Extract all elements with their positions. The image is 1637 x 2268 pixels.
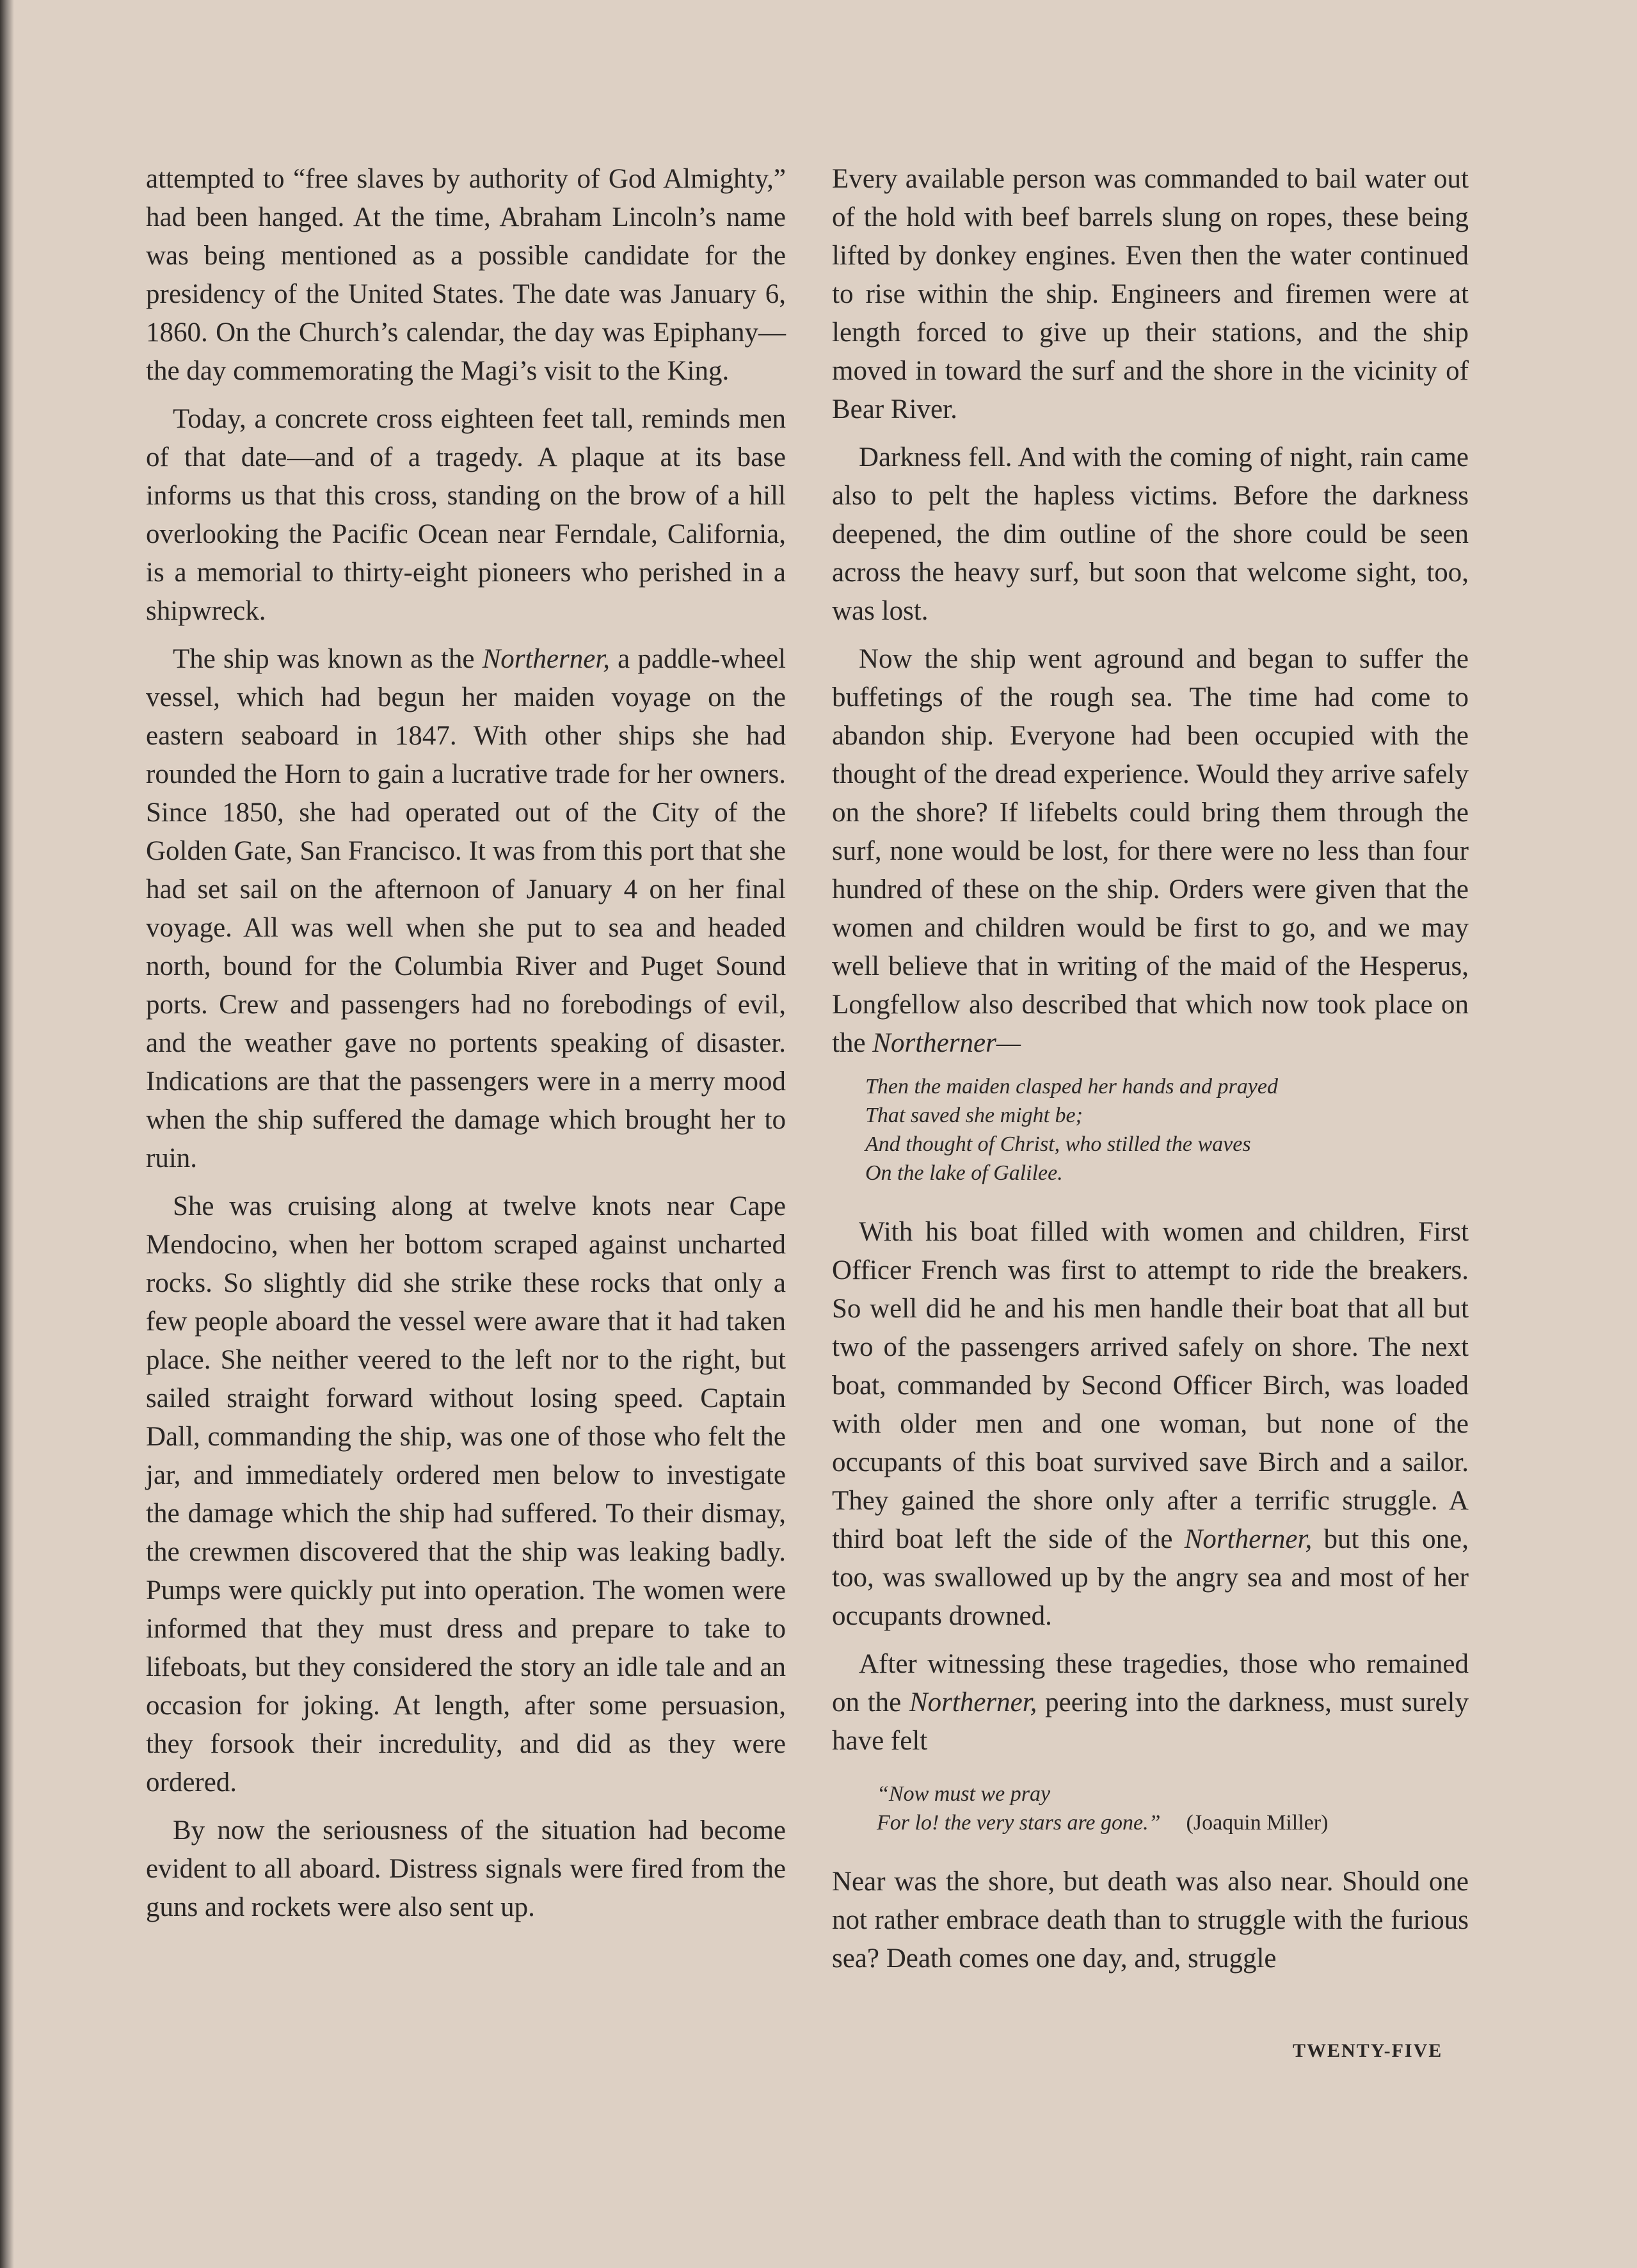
- left-paragraph-1: attempted to “free slaves by authority of God Almighty,” had been hanged. At the time, Abraham Lincoln’s name was being mentioned as a possible candidate for the presidency of the United States. The date was January 6, 1860. On the Church’s calendar, the day was Epiphany—the day commemorating the Magi’s visit to the King.: [146, 164, 786, 386]
- right-paragraph-1: Every available person was commanded to bail water out of the hold with beef barrels slung on ropes, these being lifted by donkey engines. Even then the water continued to rise within the ship. Engineers and firemen were at length forced to give up their stations, and the ship moved in toward the surf and the shore in the vicinity of Bear River.: [832, 164, 1469, 424]
- verse-quote-miller: [877, 1780, 1469, 1837]
- ship-name: Northerner—: [872, 1028, 1021, 1058]
- ship-name: Northerner,: [1184, 1524, 1313, 1554]
- verse-line: And thought of Christ, who stilled the waves: [865, 1132, 1251, 1156]
- left-column: [146, 160, 786, 1936]
- verse-attribution: (Joaquin Miller): [1186, 1811, 1329, 1835]
- verse-quote-longfellow: [865, 1072, 1469, 1187]
- page-number: TWENTY-FIVE: [1293, 2040, 1443, 2061]
- left-paragraph-4: She was cruising along at twelve knots near Cape Mendocino, when her bottom scraped against uncharted rocks. So slightly did she strike these rocks that only a few people aboard the vessel were aware that it had taken place. She neither veered to the left nor to the right, but sailed straight forward without losing speed. Captain Dall, commanding the ship, was one of those who felt the jar, and immediately ordered men below to investigate the damage which the ship had suffered. To their dismay, the crewmen discovered that the ship was leaking badly. Pumps were quickly put into operation. The women were informed that they must dress and prepare to take to lifeboats, but they considered the story an idle tale and an occasion for joking. At length, after some persuasion, they forsook their incredulity, and did as they were ordered.: [146, 1191, 786, 1798]
- right-paragraph-5: After witnessing these tragedies, those who remained on the Northerner, peering into the darkness, must surely have felt: [832, 1649, 1469, 1756]
- page-binding-edge: [0, 0, 14, 2268]
- ship-name: Northerner,: [909, 1687, 1037, 1717]
- right-paragraph-6: Near was the shore, but death was also near. Should one not rather embrace death than to struggle with the furious sea? Death comes one day, and, struggle: [832, 1867, 1469, 1974]
- verse-line: “Now must we pray: [877, 1782, 1051, 1806]
- left-paragraph-3: The ship was known as the Northerner, a paddle-wheel vessel, which had begun her maiden voyage on the eastern seaboard in 1847. With other ships she had rounded the Horn to gain a lucrative trade for her owners. Since 1850, she had operated out of the City of the Golden Gate, San Francisco. It was from this port that she had set sail on the afternoon of January 4 on her final voyage. All was well when she put to sea and headed north, bound for the Columbia River and Puget Sound ports. Crew and passengers had no forebodings of evil, and the weather gave no portents speaking of disaster. Indications are that the passengers were in a merry mood when the ship suffered the damage which brought her to ruin.: [146, 644, 786, 1173]
- left-paragraph-2: Today, a concrete cross eighteen feet tall, reminds men of that date—and of a tragedy. A plaque at its base informs us that this cross, standing on the brow of a hill overlooking the Pacific Ocean near Ferndale, California, is a memorial to thirty-eight pioneers who perished in a shipwreck.: [146, 404, 786, 626]
- right-paragraph-3: Now the ship went aground and began to suffer the buffetings of the rough sea. The time had come to abandon ship. Everyone had been occupied with the thought of the dread experience. Would they arrive safely on the shore? If lifebelts could bring them through the surf, none would be lost, for there were no less than four hundred of these on the ship. Orders were given that the women and children would be first to go, and we may well believe that in writing of the maid of the Hesperus, Longfellow also described that which now took place on the Northerner—: [832, 644, 1469, 1058]
- right-paragraph-4: With his boat filled with women and children, First Officer French was first to attempt to ride the breakers. So well did he and his men handle their boat that all but two of the passengers arrived safely on shore. The next boat, commanded by Second Officer Birch, was loaded with older men and one woman, but none of the occupants of this boat survived save Birch and a sailor. They gained the shore only after a terrific struggle. A third boat left the side of the Northerner, but this one, too, was swallowed up by the angry sea and most of her occupants drowned.: [832, 1217, 1469, 1631]
- right-column: [832, 160, 1469, 1988]
- verse-line: That saved she might be;: [865, 1104, 1083, 1127]
- verse-line: On the lake of Galilee.: [865, 1161, 1063, 1185]
- ship-name: Northerner,: [482, 644, 611, 674]
- verse-line: Then the maiden clasped her hands and prayed: [865, 1075, 1278, 1098]
- verse-line: For lo! the very stars are gone.” (Joaquin Miller): [877, 1811, 1329, 1835]
- right-paragraph-2: Darkness fell. And with the coming of night, rain came also to pelt the hapless victims. Before the darkness deepened, the dim outline of the shore could be seen across the heavy surf, but soon that welcome sight, too, was lost.: [832, 442, 1469, 626]
- left-paragraph-5: By now the seriousness of the situation had become evident to all aboard. Distress signals were fired from the guns and rockets were also sent up.: [146, 1815, 786, 1922]
